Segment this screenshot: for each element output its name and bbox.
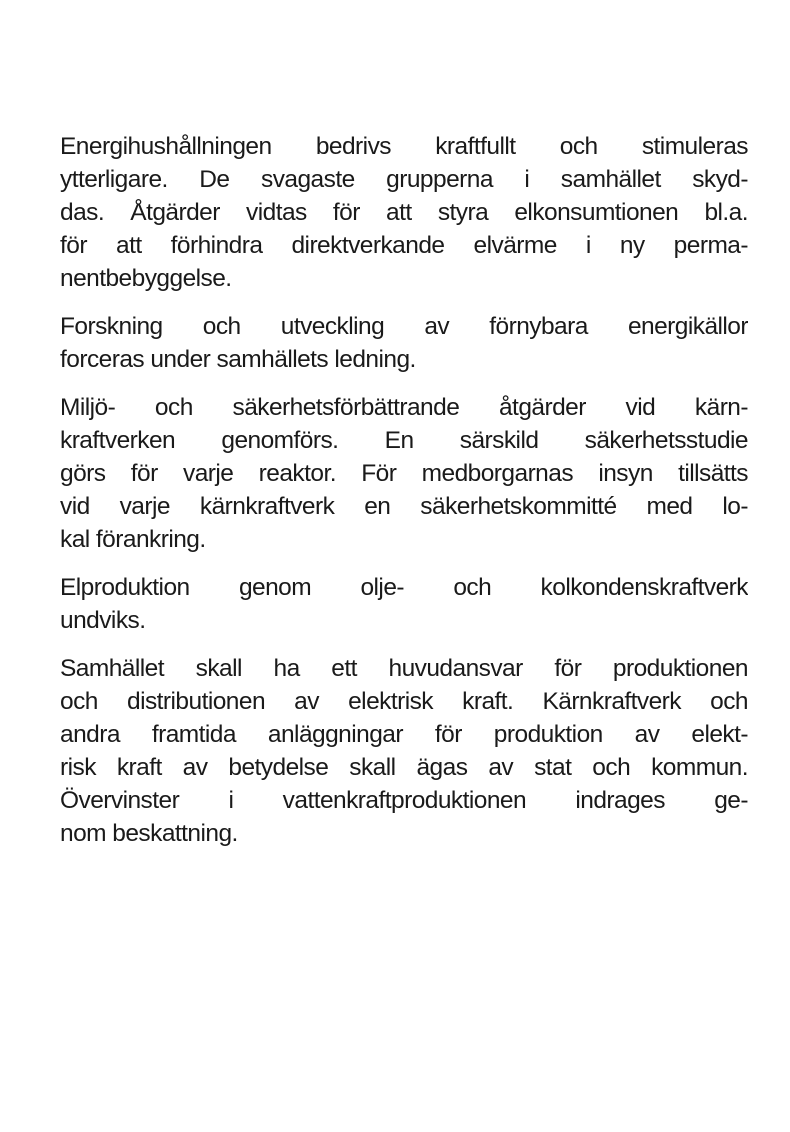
paragraph-energy-conservation (60, 130, 748, 295)
paragraph-oil-coal-production (60, 571, 748, 637)
document-page (60, 130, 748, 865)
text-line: Elproduktion genom olje- och kolkondenskraftverk (60, 574, 748, 601)
text-line: Forskning och utveckling av förnybara energikällor (60, 313, 748, 340)
text-line: Samhället skall ha ett huvudansvar för produktionen (60, 655, 748, 682)
text-line: risk kraft av betydelse skall ägas av stat och kommun. (60, 754, 748, 781)
paragraph-public-ownership (60, 652, 748, 850)
paragraph-nuclear-safety (60, 391, 748, 556)
text-line: kal förankring. (60, 526, 206, 553)
text-line: Övervinster i vattenkraftproduktionen indrages ge- (60, 787, 748, 814)
text-line: nentbebyggelse. (60, 265, 232, 292)
text-line: nom beskattning. (60, 820, 238, 847)
text-line: Energihushållningen bedrivs kraftfullt och stimuleras (60, 133, 748, 160)
text-line: andra framtida anläggningar för produktion av elekt- (60, 721, 748, 748)
paragraph-renewable-research (60, 310, 748, 376)
text-line: ytterligare. De svagaste grupperna i samhället skyd- (60, 166, 748, 193)
text-line: kraftverken genomförs. En särskild säkerhetsstudie (60, 427, 748, 454)
text-line: Miljö- och säkerhetsförbättrande åtgärder vid kärn- (60, 394, 748, 421)
text-line: undviks. (60, 607, 146, 634)
text-line: och distributionen av elektrisk kraft. Kärnkraftverk och (60, 688, 748, 715)
text-line: för att förhindra direktverkande elvärme i ny perma- (60, 232, 748, 259)
text-line: görs för varje reaktor. För medborgarnas insyn tillsätts (60, 460, 748, 487)
text-line: vid varje kärnkraftverk en säkerhetskommitté med lo- (60, 493, 748, 520)
text-line: forceras under samhällets ledning. (60, 346, 416, 373)
text-line: das. Åtgärder vidtas för att styra elkonsumtionen bl.a. (60, 199, 748, 226)
